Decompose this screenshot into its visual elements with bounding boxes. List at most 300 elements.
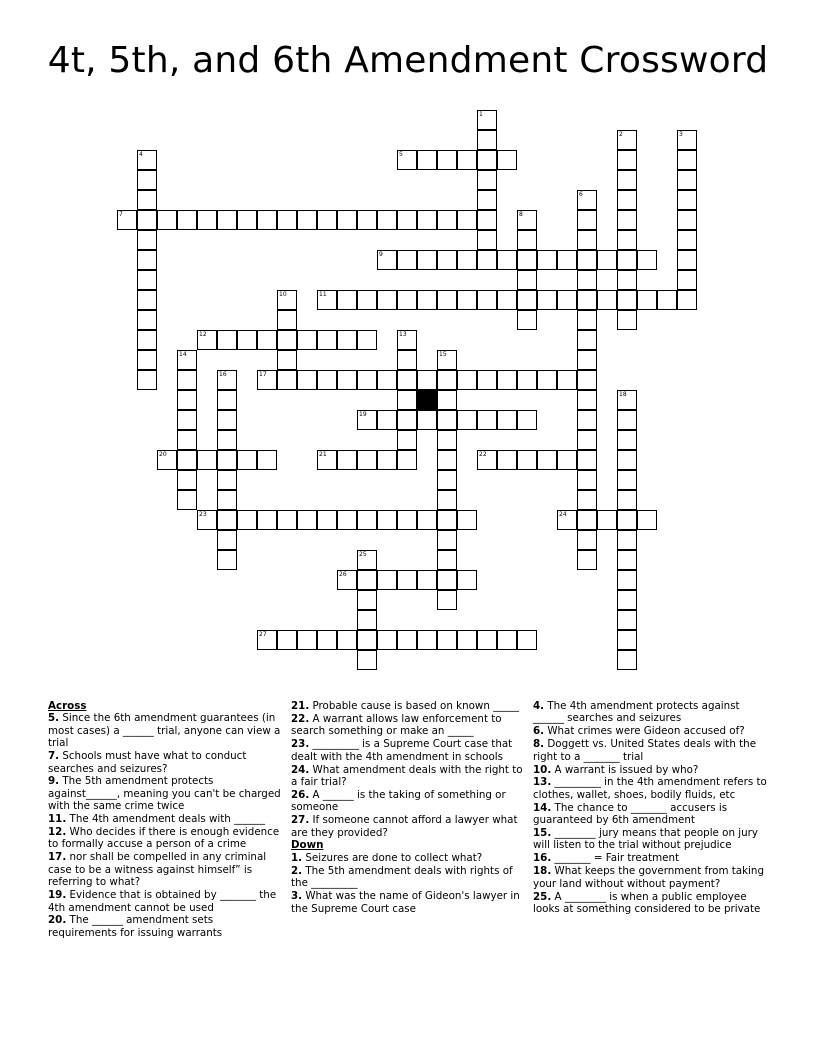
grid-cell[interactable]: [137, 230, 157, 250]
clue-number: 26.: [291, 788, 310, 801]
grid-cell[interactable]: [577, 350, 597, 370]
across-clue: [48, 826, 284, 851]
grid-cell[interactable]: [177, 430, 197, 450]
grid-cell[interactable]: [577, 510, 597, 530]
down-clue: [533, 891, 769, 916]
grid-cell[interactable]: [617, 530, 637, 550]
clue-number: 2: [619, 131, 623, 138]
grid-cell[interactable]: [137, 250, 157, 270]
grid-cell[interactable]: [117, 210, 137, 230]
grid-cell[interactable]: [317, 210, 337, 230]
grid-cell[interactable]: [577, 450, 597, 470]
grid-cell[interactable]: [397, 330, 417, 350]
grid-cell[interactable]: [217, 330, 237, 350]
clue-number: 8: [519, 211, 523, 218]
grid-cell[interactable]: [437, 530, 457, 550]
grid-cell[interactable]: [517, 310, 537, 330]
grid-cell[interactable]: [677, 270, 697, 290]
grid-cell[interactable]: [657, 290, 677, 310]
grid-cell[interactable]: [177, 370, 197, 390]
grid-cell[interactable]: [457, 210, 477, 230]
grid-cell[interactable]: [437, 290, 457, 310]
grid-cell[interactable]: [417, 510, 437, 530]
grid-cell[interactable]: [457, 370, 477, 390]
grid-cell[interactable]: [397, 390, 417, 410]
grid-cell[interactable]: [137, 330, 157, 350]
clue-text: The ______ amendment sets requirements for issuing warrants: [48, 914, 223, 939]
grid-cell[interactable]: [437, 250, 457, 270]
grid-cell[interactable]: [477, 210, 497, 230]
grid-cell[interactable]: [437, 350, 457, 370]
grid-cell[interactable]: [397, 450, 417, 470]
grid-cell[interactable]: [597, 290, 617, 310]
grid-cell[interactable]: [457, 290, 477, 310]
grid-cell[interactable]: [317, 450, 337, 470]
grid-cell[interactable]: [437, 390, 457, 410]
across-clue: [291, 814, 527, 839]
grid-cell[interactable]: [337, 630, 357, 650]
grid-cell[interactable]: [477, 190, 497, 210]
clue-text: _________ is a Supreme Court case that dealt with the 4th amendment in schools: [291, 738, 513, 763]
grid-cell[interactable]: [477, 450, 497, 470]
grid-cell[interactable]: [577, 250, 597, 270]
grid-cell[interactable]: [137, 350, 157, 370]
grid-cell[interactable]: [397, 350, 417, 370]
grid-cell[interactable]: [617, 590, 637, 610]
grid-cell[interactable]: [337, 450, 357, 470]
grid-cell[interactable]: [477, 630, 497, 650]
down-clue: [533, 865, 769, 890]
grid-cell[interactable]: [277, 350, 297, 370]
grid-cell[interactable]: [237, 210, 257, 230]
clue-number: 18.: [533, 865, 552, 878]
grid-cell[interactable]: [337, 510, 357, 530]
grid-cell[interactable]: [477, 370, 497, 390]
grid-cell[interactable]: [197, 330, 217, 350]
clue-text: _______ = Fair treatment: [551, 852, 680, 865]
grid-cell[interactable]: [257, 330, 277, 350]
clue-number: 16: [219, 371, 227, 378]
clue-number: 16.: [533, 852, 552, 865]
grid-cell[interactable]: [457, 510, 477, 530]
grid-cell[interactable]: [377, 250, 397, 270]
grid-cell[interactable]: [637, 510, 657, 530]
grid-cell[interactable]: [177, 450, 197, 470]
grid-cell[interactable]: [617, 410, 637, 430]
clue-number: 11.: [48, 813, 67, 826]
grid-cell[interactable]: [437, 430, 457, 450]
clue-text: What was the name of Gideon's lawyer in the Supreme Court case: [291, 890, 520, 915]
black-cell: [417, 390, 437, 410]
grid-cell[interactable]: [437, 630, 457, 650]
grid-cell[interactable]: [397, 250, 417, 270]
grid-cell[interactable]: [137, 270, 157, 290]
grid-cell[interactable]: [617, 430, 637, 450]
clue-text: What crimes were Gideon accused of?: [544, 725, 745, 738]
grid-cell[interactable]: [317, 290, 337, 310]
grid-cell[interactable]: [357, 450, 377, 470]
grid-cell[interactable]: [477, 170, 497, 190]
grid-cell[interactable]: [477, 110, 497, 130]
clue-number: 7: [119, 211, 123, 218]
grid-cell[interactable]: [417, 150, 437, 170]
grid-cell[interactable]: [577, 550, 597, 570]
clue-number: 26: [339, 571, 347, 578]
grid-cell[interactable]: [437, 590, 457, 610]
grid-cell[interactable]: [417, 210, 437, 230]
grid-cell[interactable]: [377, 510, 397, 530]
grid-cell[interactable]: [617, 230, 637, 250]
grid-cell[interactable]: [157, 450, 177, 470]
grid-cell[interactable]: [357, 410, 377, 430]
grid-cell[interactable]: [377, 370, 397, 390]
grid-cell[interactable]: [217, 510, 237, 530]
grid-cell[interactable]: [577, 330, 597, 350]
down-clue: [291, 852, 527, 864]
grid-cell[interactable]: [617, 470, 637, 490]
grid-cell[interactable]: [577, 390, 597, 410]
clue-text: nor shall be compelled in any criminal case to be a witness against himself” is referring to what?: [48, 851, 267, 889]
grid-cell[interactable]: [497, 290, 517, 310]
grid-cell[interactable]: [277, 310, 297, 330]
grid-cell[interactable]: [177, 390, 197, 410]
grid-cell[interactable]: [277, 290, 297, 310]
grid-cell[interactable]: [617, 610, 637, 630]
grid-cell[interactable]: [497, 450, 517, 470]
grid-cell[interactable]: [617, 310, 637, 330]
grid-cell[interactable]: [677, 250, 697, 270]
grid-cell[interactable]: [197, 210, 217, 230]
clue-text: Since the 6th amendment guarantees (in most cases) a ______ trial, anyone can view a trial: [48, 712, 281, 750]
grid-cell[interactable]: [377, 450, 397, 470]
grid-cell[interactable]: [437, 550, 457, 570]
clue-number: 22: [479, 451, 487, 458]
clue-number: 19.: [48, 889, 67, 902]
across-clue: [48, 813, 284, 825]
grid-cell[interactable]: [677, 130, 697, 150]
grid-cell[interactable]: [317, 510, 337, 530]
grid-cell[interactable]: [277, 630, 297, 650]
grid-cell[interactable]: [137, 170, 157, 190]
grid-cell[interactable]: [617, 650, 637, 670]
grid-cell[interactable]: [617, 250, 637, 270]
grid-cell[interactable]: [397, 630, 417, 650]
clue-number: 9.: [48, 775, 60, 788]
grid-cell[interactable]: [457, 630, 477, 650]
grid-cell[interactable]: [357, 210, 377, 230]
grid-cell[interactable]: [137, 370, 157, 390]
grid-cell[interactable]: [297, 330, 317, 350]
grid-cell[interactable]: [617, 170, 637, 190]
grid-cell[interactable]: [357, 590, 377, 610]
grid-cell[interactable]: [217, 530, 237, 550]
clue-number: 9: [379, 251, 383, 258]
grid-cell[interactable]: [277, 330, 297, 350]
grid-cell[interactable]: [197, 510, 217, 530]
grid-cell[interactable]: [577, 370, 597, 390]
grid-cell[interactable]: [357, 330, 377, 350]
grid-cell[interactable]: [577, 530, 597, 550]
grid-cell[interactable]: [497, 150, 517, 170]
grid-cell[interactable]: [457, 150, 477, 170]
grid-cell[interactable]: [517, 290, 537, 310]
grid-cell[interactable]: [437, 470, 457, 490]
grid-cell[interactable]: [217, 450, 237, 470]
page-title: 4t, 5th, and 6th Amendment Crossword: [47, 40, 769, 81]
grid-cell[interactable]: [497, 370, 517, 390]
grid-cell[interactable]: [297, 630, 317, 650]
grid-cell[interactable]: [137, 210, 157, 230]
grid-cell[interactable]: [377, 570, 397, 590]
grid-cell[interactable]: [617, 390, 637, 410]
grid-cell[interactable]: [577, 290, 597, 310]
grid-cell[interactable]: [237, 330, 257, 350]
grid-cell[interactable]: [317, 370, 337, 390]
clue-number: 23.: [291, 738, 310, 751]
grid-cell[interactable]: [337, 570, 357, 590]
grid-cell[interactable]: [477, 230, 497, 250]
grid-cell[interactable]: [557, 290, 577, 310]
grid-cell[interactable]: [377, 290, 397, 310]
grid-cell[interactable]: [177, 470, 197, 490]
grid-cell[interactable]: [157, 210, 177, 230]
grid-cell[interactable]: [417, 250, 437, 270]
grid-cell[interactable]: [517, 370, 537, 390]
grid-cell[interactable]: [277, 510, 297, 530]
grid-cell[interactable]: [637, 290, 657, 310]
grid-cell[interactable]: [177, 490, 197, 510]
across-clue: [48, 775, 284, 812]
clue-text: A warrant is issued by who?: [551, 763, 699, 776]
grid-cell[interactable]: [397, 210, 417, 230]
grid-cell[interactable]: [417, 410, 437, 430]
clue-number: 15.: [533, 827, 552, 840]
clue-number: 20.: [48, 914, 67, 927]
grid-cell[interactable]: [677, 210, 697, 230]
grid-cell[interactable]: [517, 450, 537, 470]
clue-number: 10: [279, 291, 287, 298]
grid-cell[interactable]: [517, 250, 537, 270]
grid-cell[interactable]: [497, 410, 517, 430]
clue-number: 6.: [533, 725, 545, 738]
grid-cell[interactable]: [337, 370, 357, 390]
grid-cell[interactable]: [617, 450, 637, 470]
clue-number: 27.: [291, 814, 310, 827]
grid-cell[interactable]: [297, 370, 317, 390]
grid-cell[interactable]: [137, 150, 157, 170]
grid-cell[interactable]: [357, 650, 377, 670]
grid-cell[interactable]: [677, 170, 697, 190]
grid-cell[interactable]: [617, 210, 637, 230]
grid-cell[interactable]: [437, 370, 457, 390]
grid-cell[interactable]: [257, 370, 277, 390]
grid-cell[interactable]: [397, 430, 417, 450]
grid-cell[interactable]: [237, 510, 257, 530]
grid-cell[interactable]: [277, 370, 297, 390]
clue-number: 2.: [291, 864, 303, 877]
grid-cell[interactable]: [237, 450, 257, 470]
grid-cell[interactable]: [577, 190, 597, 210]
grid-cell[interactable]: [217, 550, 237, 570]
across-clue: [48, 712, 284, 749]
grid-cell[interactable]: [617, 190, 637, 210]
grid-cell[interactable]: [557, 510, 577, 530]
grid-cell[interactable]: [557, 450, 577, 470]
grid-cell[interactable]: [577, 470, 597, 490]
clue-number: 25.: [533, 890, 552, 903]
grid-cell[interactable]: [177, 350, 197, 370]
grid-cell[interactable]: [337, 330, 357, 350]
grid-cell[interactable]: [597, 250, 617, 270]
grid-cell[interactable]: [537, 370, 557, 390]
grid-cell[interactable]: [317, 330, 337, 350]
grid-cell[interactable]: [397, 570, 417, 590]
grid-cell[interactable]: [597, 510, 617, 530]
grid-cell[interactable]: [577, 410, 597, 430]
grid-cell[interactable]: [297, 210, 317, 230]
grid-cell[interactable]: [477, 410, 497, 430]
grid-cell[interactable]: [677, 290, 697, 310]
grid-cell[interactable]: [337, 290, 357, 310]
grid-cell[interactable]: [517, 410, 537, 430]
clue-text: What amendment deals with the right to a fair trial?: [291, 763, 523, 788]
grid-cell[interactable]: [257, 210, 277, 230]
grid-cell[interactable]: [377, 410, 397, 430]
grid-cell[interactable]: [577, 490, 597, 510]
grid-cell[interactable]: [177, 210, 197, 230]
grid-cell[interactable]: [397, 510, 417, 530]
clue-text: Probable cause is based on known _____: [309, 700, 519, 712]
grid-cell[interactable]: [377, 630, 397, 650]
grid-cell[interactable]: [217, 370, 237, 390]
grid-cell[interactable]: [617, 510, 637, 530]
clue-number: 17: [259, 371, 267, 378]
grid-cell[interactable]: [357, 550, 377, 570]
grid-cell[interactable]: [397, 290, 417, 310]
grid-cell[interactable]: [397, 410, 417, 430]
grid-cell[interactable]: [437, 450, 457, 470]
grid-cell[interactable]: [617, 630, 637, 650]
grid-cell[interactable]: [377, 210, 397, 230]
grid-cell[interactable]: [617, 150, 637, 170]
grid-cell[interactable]: [397, 150, 417, 170]
grid-cell[interactable]: [617, 290, 637, 310]
grid-cell[interactable]: [437, 490, 457, 510]
grid-cell[interactable]: [457, 410, 477, 430]
grid-cell[interactable]: [357, 510, 377, 530]
grid-cell[interactable]: [137, 290, 157, 310]
grid-cell[interactable]: [617, 270, 637, 290]
grid-cell[interactable]: [257, 630, 277, 650]
grid-cell[interactable]: [277, 210, 297, 230]
grid-cell[interactable]: [137, 190, 157, 210]
grid-cell[interactable]: [417, 630, 437, 650]
grid-cell[interactable]: [417, 570, 437, 590]
clue-number: 3: [679, 131, 683, 138]
grid-cell[interactable]: [177, 410, 197, 430]
clue-text: Schools must have what to conduct searches and seizures?: [48, 750, 247, 775]
grid-cell[interactable]: [537, 250, 557, 270]
grid-cell[interactable]: [577, 430, 597, 450]
grid-cell[interactable]: [577, 210, 597, 230]
grid-cell[interactable]: [297, 510, 317, 530]
grid-cell[interactable]: [617, 130, 637, 150]
grid-cell[interactable]: [217, 210, 237, 230]
grid-cell[interactable]: [137, 310, 157, 330]
clue-text: Who decides if there is enough evidence to formally accuse a person of a crime: [48, 826, 280, 851]
grid-cell[interactable]: [477, 150, 497, 170]
grid-cell[interactable]: [537, 290, 557, 310]
grid-cell[interactable]: [437, 210, 457, 230]
grid-cell[interactable]: [257, 450, 277, 470]
grid-cell[interactable]: [617, 570, 637, 590]
grid-cell[interactable]: [517, 270, 537, 290]
grid-cell[interactable]: [637, 250, 657, 270]
grid-cell[interactable]: [497, 250, 517, 270]
grid-cell[interactable]: [517, 630, 537, 650]
clue-number: 14.: [533, 801, 552, 814]
clue-number: 3.: [291, 890, 303, 903]
grid-cell[interactable]: [397, 370, 417, 390]
clue-text: Seizures are done to collect what?: [302, 851, 483, 864]
grid-cell[interactable]: [417, 370, 437, 390]
grid-cell[interactable]: [417, 290, 437, 310]
down-clue: [533, 827, 769, 852]
clue-number: 12.: [48, 826, 67, 839]
grid-cell[interactable]: [317, 630, 337, 650]
grid-cell[interactable]: [677, 190, 697, 210]
grid-cell[interactable]: [517, 210, 537, 230]
grid-cell[interactable]: [677, 230, 697, 250]
grid-cell[interactable]: [477, 250, 497, 270]
grid-cell[interactable]: [217, 490, 237, 510]
grid-cell[interactable]: [357, 370, 377, 390]
grid-cell[interactable]: [517, 230, 537, 250]
grid-cell[interactable]: [357, 630, 377, 650]
grid-cell[interactable]: [357, 290, 377, 310]
grid-cell[interactable]: [617, 550, 637, 570]
grid-cell[interactable]: [477, 130, 497, 150]
grid-cell[interactable]: [437, 150, 457, 170]
grid-cell[interactable]: [357, 570, 377, 590]
grid-cell[interactable]: [217, 390, 237, 410]
grid-cell[interactable]: [557, 370, 577, 390]
grid-cell[interactable]: [477, 290, 497, 310]
grid-cell[interactable]: [437, 510, 457, 530]
clue-number: 15: [439, 351, 447, 358]
grid-cell[interactable]: [497, 630, 517, 650]
grid-cell[interactable]: [217, 430, 237, 450]
grid-cell[interactable]: [617, 490, 637, 510]
grid-cell[interactable]: [217, 470, 237, 490]
grid-cell[interactable]: [557, 250, 577, 270]
grid-cell[interactable]: [197, 450, 217, 470]
grid-cell[interactable]: [577, 230, 597, 250]
grid-cell[interactable]: [437, 570, 457, 590]
grid-cell[interactable]: [457, 570, 477, 590]
grid-cell[interactable]: [577, 310, 597, 330]
grid-cell[interactable]: [257, 510, 277, 530]
clue-text: If someone cannot afford a lawyer what are they provided?: [291, 814, 518, 839]
grid-cell[interactable]: [577, 270, 597, 290]
grid-cell[interactable]: [437, 410, 457, 430]
grid-cell[interactable]: [217, 410, 237, 430]
grid-cell[interactable]: [357, 610, 377, 630]
grid-cell[interactable]: [337, 210, 357, 230]
grid-cell[interactable]: [457, 250, 477, 270]
grid-cell[interactable]: [537, 450, 557, 470]
grid-cell[interactable]: [677, 150, 697, 170]
